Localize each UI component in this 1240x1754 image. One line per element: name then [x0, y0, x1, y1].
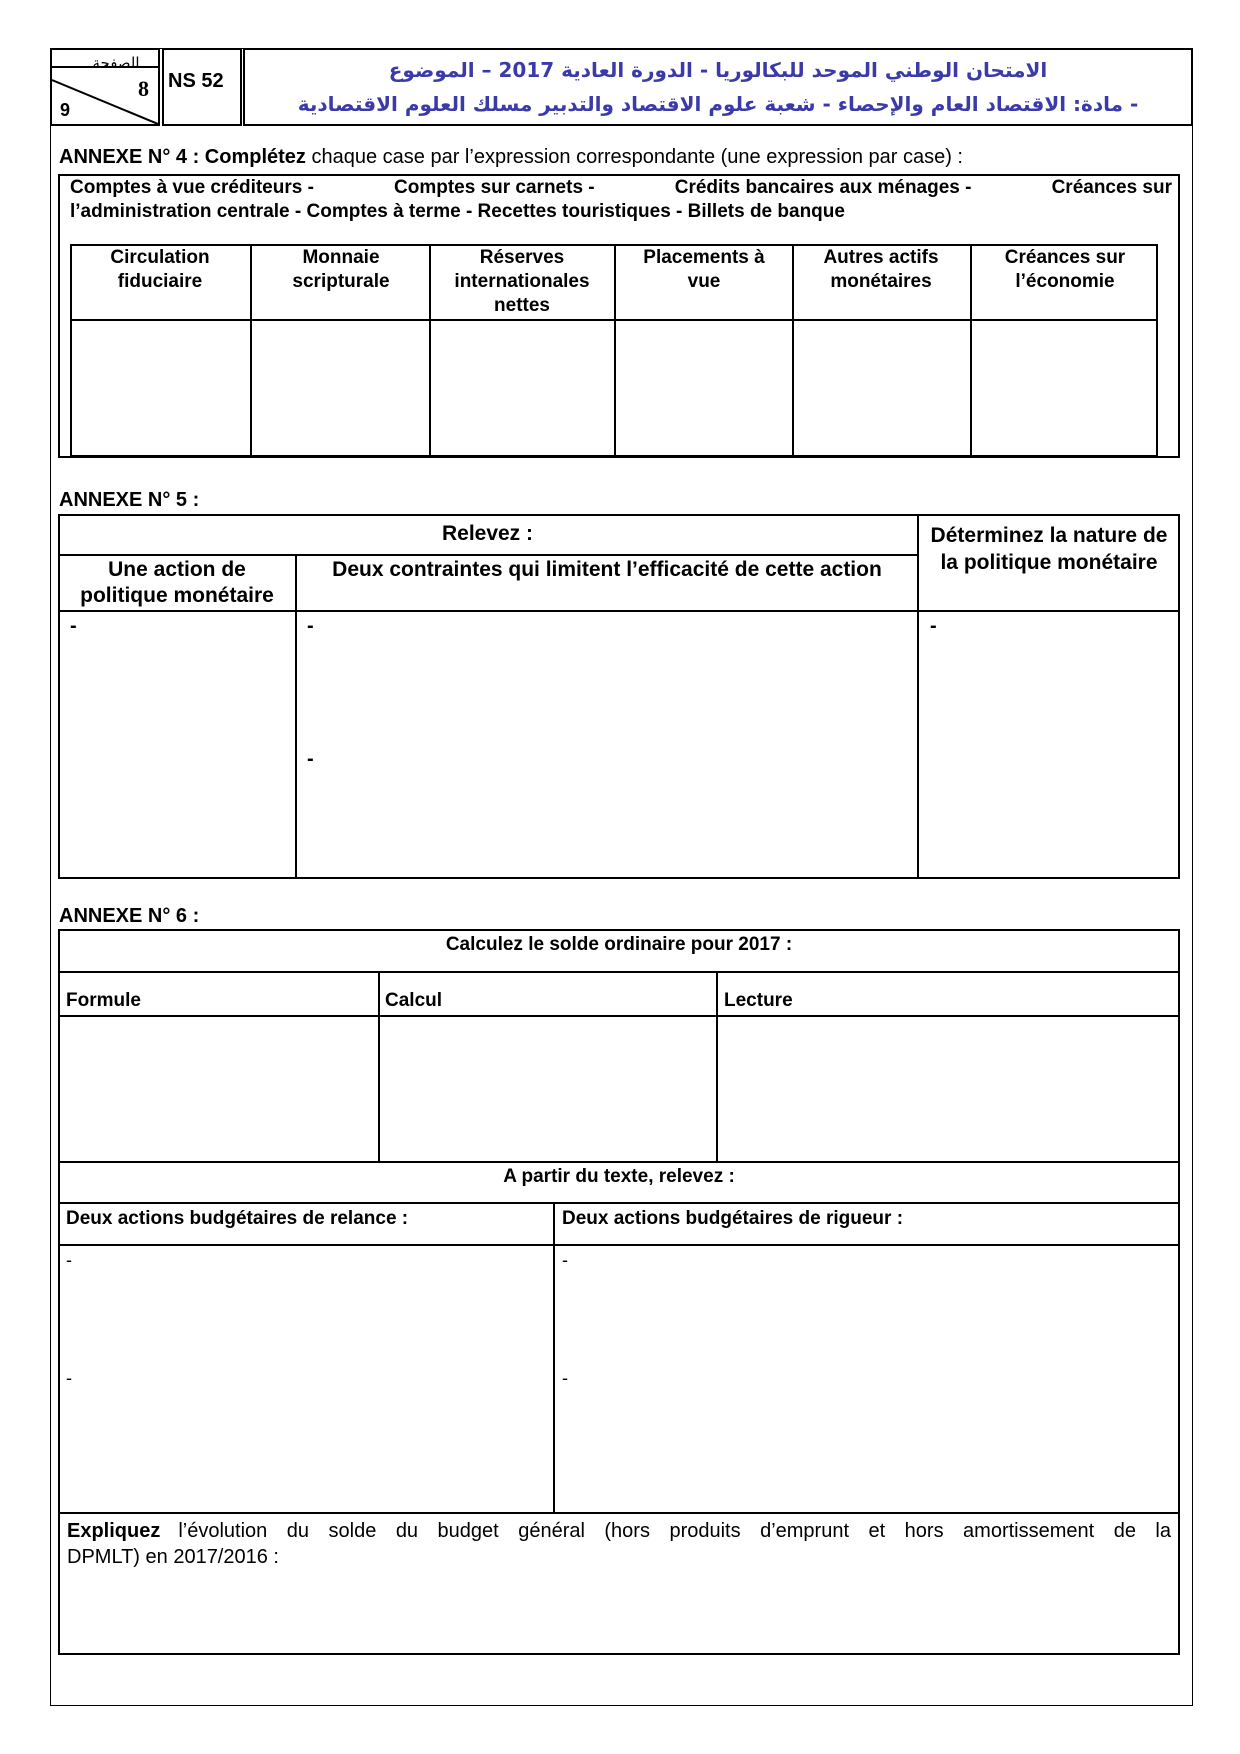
dash-contrainte-1: - — [307, 615, 314, 637]
answer-cell-monnaie-scripturale[interactable] — [253, 322, 428, 455]
answer-relance[interactable] — [76, 1248, 550, 1510]
answer-cell-reserves-internationales[interactable] — [432, 322, 613, 455]
annex6-col-divider — [716, 971, 718, 1162]
annex5-header-divider — [58, 610, 1180, 612]
expliquez-text: l’évolution du solde du budget général (hors produits d’emprunt et hors amortissement de la — [178, 1520, 1171, 1542]
exam-code: NS 52 — [168, 70, 224, 92]
col-circulation-fiduciaire: Circulation fiduciaire — [110, 247, 210, 292]
dash-relance-1: - — [66, 1250, 72, 1270]
annex6-divider — [58, 1512, 1180, 1514]
exam-title-box — [243, 48, 1193, 126]
answer-action-politique[interactable] — [80, 613, 292, 876]
exam-code-box — [162, 48, 242, 126]
formule-heading: Formule — [66, 990, 141, 1011]
col-placements-vue: Placements à vue — [643, 247, 765, 292]
answer-rigueur[interactable] — [572, 1248, 1176, 1510]
action-politique-heading: Une action de politique monétaire — [80, 558, 274, 607]
dash-contrainte-2: - — [307, 748, 314, 770]
expr-comptes-carnets: Comptes sur carnets - — [394, 177, 595, 198]
annex5-title: ANNEXE N° 5 : — [59, 489, 200, 511]
expliquez-line1 — [67, 1518, 1171, 1544]
answer-calcul[interactable] — [382, 1019, 714, 1159]
col-monnaie-scripturale: Monnaie scripturale — [292, 247, 390, 292]
dash-action: - — [70, 615, 77, 637]
answer-cell-circulation-fiduciaire[interactable] — [73, 322, 249, 455]
answer-cell-autres-actifs[interactable] — [795, 322, 969, 455]
dash-relance-2: - — [66, 1368, 72, 1388]
answer-cell-placements-vue[interactable] — [617, 322, 791, 455]
dash-rigueur-1: - — [562, 1250, 568, 1270]
answer-cell-creances-economie[interactable] — [973, 322, 1157, 455]
annex6-col-divider — [553, 1202, 555, 1512]
col-reserves-internationales: Réserves internationales nettes — [454, 247, 590, 316]
annex6-divider — [58, 1202, 1180, 1204]
exam-title-line1: الامتحان الوطني الموحد للبكالوريا - الدورة العادية 2017 – الموضوع — [388, 58, 1048, 82]
col-autres-actifs: Autres actifs monétaires — [823, 247, 939, 292]
relance-heading: Deux actions budgétaires de relance : — [66, 1208, 409, 1229]
dash-nature: - — [930, 615, 937, 637]
page-label: الصفحة — [92, 54, 140, 72]
annex6-divider — [58, 1161, 1180, 1163]
annex4-expressions-line1 — [70, 177, 1172, 199]
annex4-col-divider — [250, 244, 252, 457]
nature-politique-heading: Déterminez la nature de la politique monétaire — [930, 524, 1168, 574]
annex5-relevez-divider — [58, 554, 918, 556]
answer-contraintes[interactable] — [320, 613, 914, 876]
annex6-title: ANNEXE N° 6 : — [59, 905, 200, 927]
texte-relevez-heading: A partir du texte, relevez : — [503, 1166, 735, 1187]
annex4-col-divider — [429, 244, 431, 457]
annex6-col-divider — [378, 971, 380, 1162]
expr-comptes-vue: Comptes à vue créditeurs - — [70, 177, 314, 198]
dash-rigueur-2: - — [562, 1368, 568, 1388]
annex6-divider — [58, 1244, 1180, 1246]
annex4-title-bold: ANNEXE N° 4 : Complétez — [59, 146, 306, 168]
annex4-expressions-line2: l’administration centrale - Comptes à terme - Recettes touristiques - Billets de banque — [70, 201, 845, 222]
annex5-col-divider — [295, 554, 297, 879]
exam-title-line2: - مادة: الاقتصاد العام والإحصاء - شعبة علوم الاقتصاد والتدبير مسلك العلوم الاقتصادية — [297, 92, 1139, 116]
expliquez-bold: Expliquez — [67, 1520, 161, 1542]
answer-formule[interactable] — [62, 1019, 376, 1159]
answer-expliquez[interactable] — [62, 1575, 1178, 1653]
page-number-box — [50, 48, 160, 126]
contraintes-heading: Deux contraintes qui limitent l’efficacité de cette action — [332, 558, 882, 581]
page-total: 9 — [60, 100, 71, 120]
col-creances-economie: Créances sur l’économie — [1004, 247, 1126, 292]
page-number: 8 — [138, 76, 149, 101]
answer-lecture[interactable] — [720, 1019, 1178, 1159]
calcul-heading: Calcul — [385, 990, 443, 1011]
solde-ordinaire-heading: Calculez le solde ordinaire pour 2017 : — [445, 934, 793, 955]
lecture-heading: Lecture — [724, 990, 793, 1011]
annex4-col-divider — [970, 244, 972, 457]
expliquez-line2: DPMLT) en 2017/2016 : — [67, 1546, 279, 1568]
expr-credits-menages: Crédits bancaires aux ménages - — [674, 177, 972, 198]
expr-creances-sur: Créances sur — [1051, 177, 1172, 198]
annex5-col-divider — [917, 514, 919, 879]
annex4-title-rest: chaque case par l’expression correspondante (une expression par case) : — [305, 146, 963, 168]
answer-nature-politique[interactable] — [945, 613, 1177, 876]
annex4-col-divider — [614, 244, 616, 457]
relevez-heading: Relevez : — [441, 522, 534, 545]
annex6-divider — [58, 971, 1180, 973]
annex6-divider — [58, 1015, 1180, 1017]
rigueur-heading: Deux actions budgétaires de rigueur : — [562, 1208, 904, 1229]
expliquez-block — [67, 1518, 1171, 1570]
annex4-title — [59, 146, 963, 169]
annex4-col-divider — [792, 244, 794, 457]
